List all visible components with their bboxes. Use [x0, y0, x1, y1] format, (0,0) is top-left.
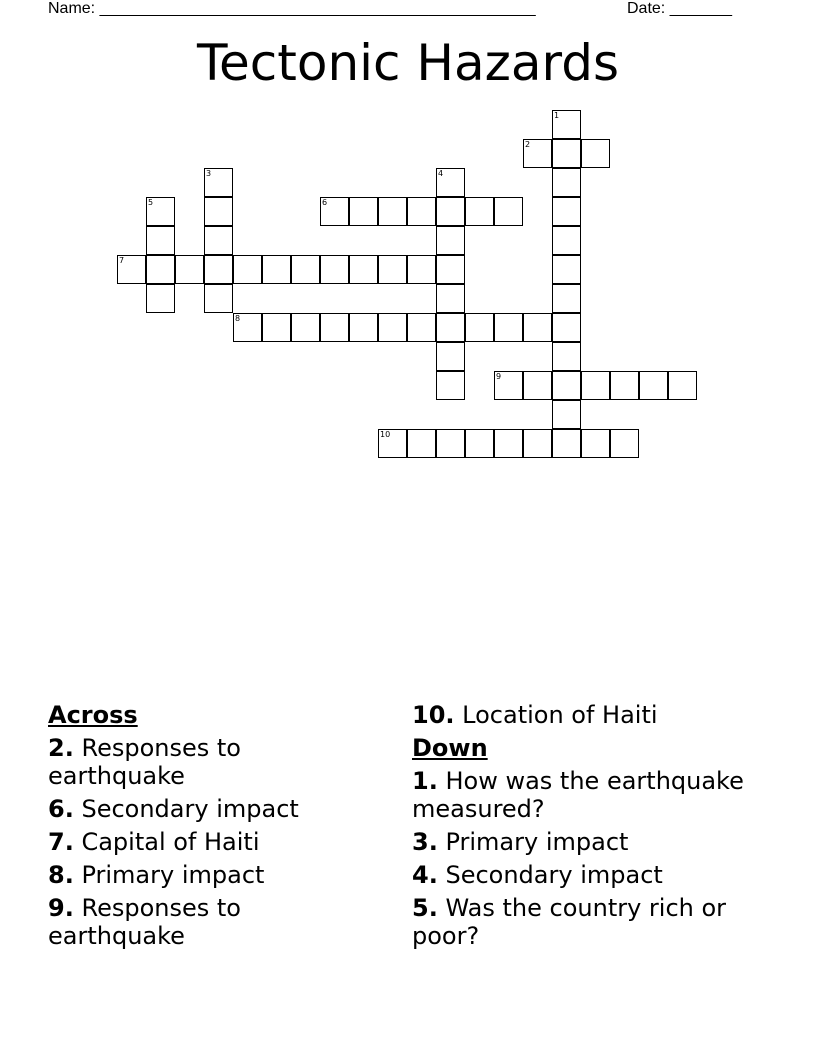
crossword-cell[interactable] — [552, 197, 581, 226]
cell-number: 1 — [554, 111, 560, 120]
crossword-cell[interactable] — [349, 255, 378, 284]
clue-across-6 — [48, 795, 368, 823]
crossword-cell[interactable] — [233, 255, 262, 284]
crossword-grid — [0, 0, 816, 500]
crossword-cell[interactable] — [436, 284, 465, 313]
crossword-cell[interactable] — [552, 313, 581, 342]
crossword-cell[interactable] — [465, 313, 494, 342]
clues-column-left — [48, 701, 368, 955]
clue-down-1 — [412, 767, 752, 823]
cell-number: 3 — [206, 169, 212, 178]
crossword-cell[interactable] — [523, 139, 552, 168]
crossword-cell[interactable] — [204, 255, 233, 284]
page-title: Tectonic Hazards — [196, 34, 620, 92]
clue-text: Primary impact — [445, 828, 629, 856]
crossword-cell[interactable] — [436, 168, 465, 197]
clues-column-right — [412, 701, 752, 955]
crossword-cell[interactable] — [552, 226, 581, 255]
cell-number: 5 — [148, 198, 154, 207]
clue-number: 8. — [48, 861, 74, 889]
cell-number: 9 — [496, 372, 502, 381]
date-field[interactable]: Date: _______ — [627, 0, 732, 17]
crossword-cell[interactable] — [407, 429, 436, 458]
crossword-cell[interactable] — [146, 255, 175, 284]
crossword-cell[interactable] — [523, 313, 552, 342]
clue-text: Capital of Haiti — [81, 828, 260, 856]
clue-text: Was the country rich or poor? — [412, 894, 727, 950]
crossword-cell[interactable] — [378, 197, 407, 226]
crossword-cell[interactable] — [436, 313, 465, 342]
crossword-cell[interactable] — [523, 371, 552, 400]
crossword-cell[interactable] — [146, 226, 175, 255]
cell-number: 6 — [322, 198, 328, 207]
crossword-cell[interactable] — [581, 371, 610, 400]
crossword-cell[interactable] — [291, 255, 320, 284]
crossword-cell[interactable] — [610, 429, 639, 458]
clue-across-9 — [48, 894, 368, 950]
clue-text: Responses to earthquake — [48, 734, 241, 790]
crossword-cell[interactable] — [320, 197, 349, 226]
crossword-cell[interactable] — [204, 226, 233, 255]
clue-down-5 — [412, 894, 752, 950]
crossword-cell[interactable] — [262, 313, 291, 342]
crossword-cell[interactable] — [552, 342, 581, 371]
crossword-cell[interactable] — [233, 313, 262, 342]
clue-text: Location of Haiti — [462, 701, 658, 729]
crossword-cell[interactable] — [320, 313, 349, 342]
clue-across-10 — [412, 701, 752, 729]
down-heading: Down — [412, 734, 488, 762]
crossword-cell[interactable] — [668, 371, 697, 400]
crossword-cell[interactable] — [494, 371, 523, 400]
crossword-cell[interactable] — [494, 429, 523, 458]
crossword-cell[interactable] — [552, 110, 581, 139]
crossword-cell[interactable] — [349, 197, 378, 226]
crossword-cell[interactable] — [552, 139, 581, 168]
clue-across-2 — [48, 734, 368, 790]
crossword-cell[interactable] — [262, 255, 291, 284]
crossword-cell[interactable] — [349, 313, 378, 342]
clue-text: Secondary impact — [81, 795, 299, 823]
cell-number: 7 — [119, 256, 125, 265]
crossword-cell[interactable] — [581, 429, 610, 458]
cell-number: 2 — [525, 140, 531, 149]
crossword-cell[interactable] — [523, 429, 552, 458]
crossword-cell[interactable] — [552, 168, 581, 197]
crossword-cell[interactable] — [407, 313, 436, 342]
crossword-cell[interactable] — [552, 429, 581, 458]
clue-number: 6. — [48, 795, 74, 823]
crossword-cell[interactable] — [204, 168, 233, 197]
clue-number: 2. — [48, 734, 74, 762]
clue-text: Responses to earthquake — [48, 894, 241, 950]
crossword-cell[interactable] — [204, 197, 233, 226]
crossword-cell[interactable] — [204, 284, 233, 313]
crossword-cell[interactable] — [436, 255, 465, 284]
clue-number: 5. — [412, 894, 438, 922]
crossword-cell[interactable] — [175, 255, 204, 284]
crossword-cell[interactable] — [552, 371, 581, 400]
clue-number: 1. — [412, 767, 438, 795]
crossword-cell[interactable] — [494, 313, 523, 342]
crossword-cell[interactable] — [552, 284, 581, 313]
crossword-cell[interactable] — [581, 139, 610, 168]
clue-across-7 — [48, 828, 368, 856]
clue-text: Primary impact — [81, 861, 265, 889]
crossword-cell[interactable] — [436, 371, 465, 400]
crossword-cell[interactable] — [117, 255, 146, 284]
clue-down-4 — [412, 861, 752, 889]
across-heading: Across — [48, 701, 138, 729]
cell-number: 4 — [438, 169, 444, 178]
clue-text: Secondary impact — [445, 861, 663, 889]
crossword-cell[interactable] — [378, 429, 407, 458]
crossword-cell[interactable] — [146, 197, 175, 226]
clue-number: 10. — [412, 701, 455, 729]
name-field[interactable]: Name: _________________________________________________ — [48, 0, 536, 17]
clue-number: 9. — [48, 894, 74, 922]
clue-text: How was the earthquake measured? — [412, 767, 744, 823]
crossword-cell[interactable] — [146, 284, 175, 313]
crossword-cell[interactable] — [320, 255, 349, 284]
crossword-cell[interactable] — [436, 226, 465, 255]
clue-down-3 — [412, 828, 752, 856]
crossword-cell[interactable] — [378, 255, 407, 284]
crossword-cell[interactable] — [291, 313, 320, 342]
crossword-cell[interactable] — [436, 429, 465, 458]
crossword-cell[interactable] — [494, 197, 523, 226]
crossword-cell[interactable] — [436, 342, 465, 371]
crossword-cell[interactable] — [552, 400, 581, 429]
crossword-cell[interactable] — [378, 313, 407, 342]
clue-across-8 — [48, 861, 368, 889]
cell-number: 8 — [235, 314, 241, 323]
clue-number: 4. — [412, 861, 438, 889]
clue-number: 7. — [48, 828, 74, 856]
crossword-cell[interactable] — [610, 371, 639, 400]
crossword-cell[interactable] — [465, 197, 494, 226]
crossword-cell[interactable] — [552, 255, 581, 284]
crossword-cell[interactable] — [407, 197, 436, 226]
clue-number: 3. — [412, 828, 438, 856]
crossword-cell[interactable] — [436, 197, 465, 226]
crossword-cell[interactable] — [407, 255, 436, 284]
crossword-cell[interactable] — [639, 371, 668, 400]
cell-number: 10 — [380, 430, 391, 439]
crossword-cell[interactable] — [465, 429, 494, 458]
